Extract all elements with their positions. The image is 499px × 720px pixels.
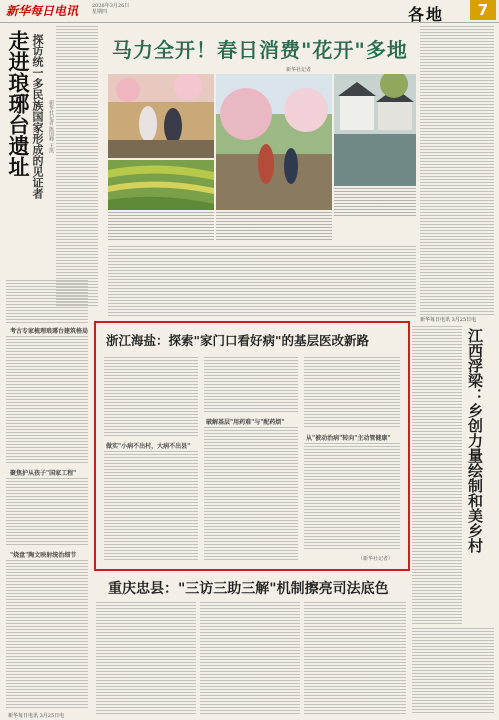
photo-caption-3 [334, 188, 416, 218]
left-subhead-3: "烧盘"陶文映射统治细节 [10, 552, 77, 559]
chongqing-text-col3 [304, 602, 406, 714]
photo-waterside-village [334, 74, 416, 186]
photo-caption-1 [108, 212, 214, 242]
left-story-title: 走进琅琊台遗址 [6, 30, 31, 177]
issue-date: 2026年3月26日 [92, 3, 130, 9]
featured-story-credit: （新华社记者） [358, 556, 394, 562]
dateline [92, 3, 129, 15]
featured-subhead-3: 从"被动治病"转向"主动管健康" [306, 435, 391, 442]
photo-flowers-people [108, 74, 214, 158]
masthead [0, 0, 499, 23]
left-story-footer: 新华每日电讯 3月25日电 [8, 713, 65, 719]
right-story-text-a [412, 326, 462, 626]
featured-text-col3-b [304, 443, 400, 551]
spring-story-byline: 新华社记者 [286, 67, 312, 73]
chongqing-text-col1 [96, 602, 196, 714]
issue-weekday: 星期四 [92, 9, 108, 15]
left-story-text-c [6, 478, 88, 546]
right-story-footer: 新华每日电讯 3月25日电 [420, 317, 477, 323]
featured-story-title: 浙江海盐：探索"家门口看好病"的基层医改新路 [106, 333, 370, 348]
left-story-text-d [6, 560, 88, 710]
featured-subhead-1: 做实"小病不出村，大病不出县" [106, 443, 191, 450]
spring-story-text [108, 246, 416, 316]
page-number: 7 [470, 0, 496, 20]
featured-text-col2-a [204, 357, 298, 413]
right-story-text-b [412, 628, 494, 714]
newspaper-logo: 新华每日电讯 [6, 4, 79, 18]
featured-text-col3-a [304, 357, 400, 429]
chongqing-story-title: 重庆忠县："三访三助三解"机制擦亮司法底色 [108, 581, 389, 597]
photo-caption-2 [216, 212, 332, 242]
featured-story-box [94, 321, 410, 571]
photo-tourists-park [216, 74, 332, 210]
left-story-text-a [6, 280, 88, 324]
featured-subhead-2: 破解基层"用药难"与"配药烦" [206, 419, 285, 426]
featured-text-col1-a [104, 357, 198, 437]
left-story-reporter: 新华社记者 陈国峰 王凯 [48, 100, 54, 154]
left-story-subtitle: 探访统一多民族国家形成的见证者 [31, 34, 44, 199]
spring-story-title: 马力全开！春日消费"花开"多地 [112, 38, 408, 62]
left-story-text-b [6, 336, 88, 464]
chongqing-text-col2 [200, 602, 300, 714]
right-upper-text [420, 26, 494, 316]
featured-text-col1-b [104, 451, 198, 561]
photo-green-terraces [108, 160, 214, 210]
left-subhead-2: 聚焦护从孩子"国家工程" [10, 470, 77, 477]
section-title: 各地 [408, 5, 445, 24]
right-story-title: 江西浮梁：乡创力量绘制和美乡村 [466, 328, 484, 553]
left-story-text-top [56, 26, 98, 306]
left-subhead-1: 考古专家梳理琅琊台建筑格局 [10, 328, 89, 335]
featured-text-col2-b [204, 427, 298, 561]
